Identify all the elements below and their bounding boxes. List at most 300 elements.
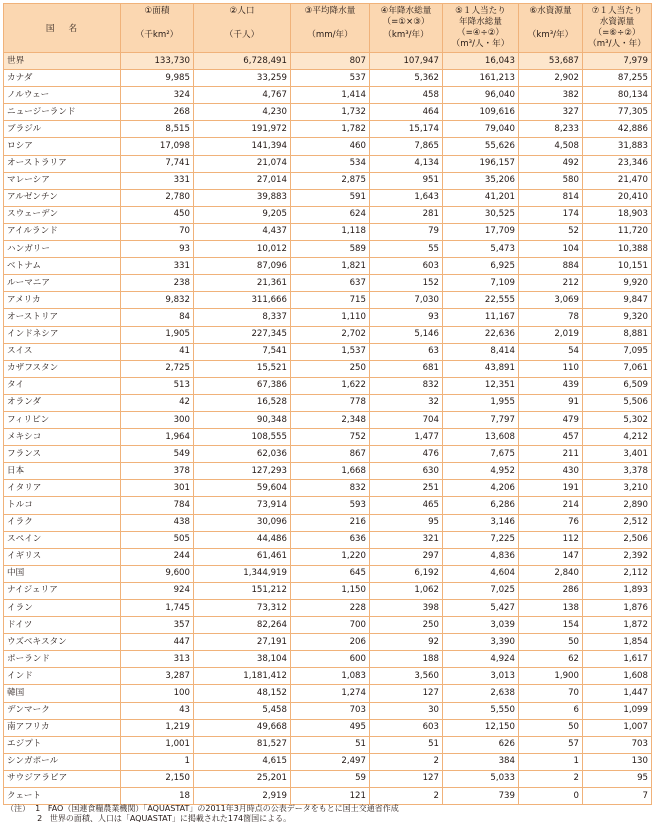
cell-country-name: メキシコ — [4, 429, 121, 446]
cell-per-capita-water: 9,847 — [583, 292, 652, 309]
header-area-title: ①面積 — [144, 6, 170, 16]
table-row — [4, 668, 652, 685]
cell-area: 42 — [121, 394, 194, 411]
cell-country-name: オーストラリア — [4, 155, 121, 172]
cell-water-resources: 174 — [519, 206, 583, 223]
cell-population: 5,458 — [194, 702, 291, 719]
cell-precipitation: 216 — [291, 514, 370, 531]
cell-water-resources: 814 — [519, 189, 583, 206]
cell-area: 268 — [121, 104, 194, 121]
cell-population: 25,201 — [194, 770, 291, 787]
cell-population: 151,212 — [194, 582, 291, 599]
cell-area: 324 — [121, 87, 194, 104]
cell-water-resources: 191 — [519, 480, 583, 497]
cell-precipitation: 715 — [291, 292, 370, 309]
cell-country-name: エジプト — [4, 736, 121, 753]
header-per-capita-water-formula: （=⑥÷②） — [593, 28, 641, 38]
cell-country-name: ブラジル — [4, 121, 121, 138]
cell-water-resources: 479 — [519, 411, 583, 428]
cell-per-capita-water: 130 — [583, 753, 652, 770]
footnote-1-text: FAO（国連食糧農業機関）「AQUASTAT」の2011年3月時点の公表データをもとに国土交通省作成 — [47, 804, 399, 813]
cell-per-capita-precip: 7,675 — [443, 446, 519, 463]
cell-population: 90,348 — [194, 411, 291, 428]
cell-annual-volume: 30 — [370, 702, 443, 719]
cell-precipitation: 1,537 — [291, 343, 370, 360]
header-per-capita-precip-unit: （m³/人・年） — [451, 39, 510, 49]
cell-water-resources: 4,508 — [519, 138, 583, 155]
cell-annual-volume: 152 — [370, 275, 443, 292]
cell-annual-volume: 321 — [370, 531, 443, 548]
cell-per-capita-precip: 17,709 — [443, 223, 519, 240]
cell-water-resources: 110 — [519, 360, 583, 377]
cell-per-capita-water: 87,255 — [583, 70, 652, 87]
cell-water-resources: 382 — [519, 87, 583, 104]
cell-country-name: シンガポール — [4, 753, 121, 770]
cell-annual-volume: 6,192 — [370, 565, 443, 582]
cell-water-resources: 112 — [519, 531, 583, 548]
cell-country-name: ウズベキスタン — [4, 634, 121, 651]
cell-per-capita-water: 20,410 — [583, 189, 652, 206]
table-row — [4, 87, 652, 104]
cell-population: 59,604 — [194, 480, 291, 497]
cell-population: 10,012 — [194, 241, 291, 258]
table-row — [4, 514, 652, 531]
cell-area: 17,098 — [121, 138, 194, 155]
cell-precipitation: 495 — [291, 719, 370, 736]
cell-per-capita-precip: 3,013 — [443, 668, 519, 685]
cell-area: 784 — [121, 497, 194, 514]
cell-population: 311,666 — [194, 292, 291, 309]
table-row — [4, 531, 652, 548]
header-population — [194, 4, 291, 53]
cell-population: 108,555 — [194, 429, 291, 446]
cell-precipitation: 703 — [291, 702, 370, 719]
table-row — [4, 463, 652, 480]
cell-per-capita-precip: 4,604 — [443, 565, 519, 582]
cell-precipitation: 867 — [291, 446, 370, 463]
cell-area: 331 — [121, 172, 194, 189]
cell-population: 4,437 — [194, 223, 291, 240]
cell-per-capita-precip: 41,201 — [443, 189, 519, 206]
cell-per-capita-water: 77,305 — [583, 104, 652, 121]
cell-water-resources: 2,902 — [519, 70, 583, 87]
cell-area: 18 — [121, 788, 194, 805]
header-population-title: ②人口 — [229, 6, 255, 16]
table-row — [4, 360, 652, 377]
cell-country-name: タイ — [4, 377, 121, 394]
cell-precipitation: 460 — [291, 138, 370, 155]
header-area — [121, 4, 194, 53]
cell-per-capita-water: 42,886 — [583, 121, 652, 138]
cell-area: 8,515 — [121, 121, 194, 138]
cell-water-resources: 104 — [519, 241, 583, 258]
cell-population: 141,394 — [194, 138, 291, 155]
cell-area: 447 — [121, 634, 194, 651]
cell-precipitation: 534 — [291, 155, 370, 172]
header-row — [4, 4, 652, 53]
cell-water-resources: 492 — [519, 155, 583, 172]
cell-country-name: インドネシア — [4, 326, 121, 343]
cell-per-capita-precip: 626 — [443, 736, 519, 753]
cell-per-capita-precip: 6,925 — [443, 258, 519, 275]
cell-population: 27,014 — [194, 172, 291, 189]
cell-country-name: イラク — [4, 514, 121, 531]
cell-per-capita-precip: 12,150 — [443, 719, 519, 736]
cell-precipitation: 1,083 — [291, 668, 370, 685]
cell-annual-volume: 92 — [370, 634, 443, 651]
cell-annual-volume: 95 — [370, 514, 443, 531]
cell-annual-volume: 464 — [370, 104, 443, 121]
cell-per-capita-water: 1,447 — [583, 685, 652, 702]
header-water-resources-title: ⑥水資源量 — [529, 6, 572, 16]
header-annual-volume-unit: （km³/年） — [383, 30, 429, 40]
cell-area: 244 — [121, 548, 194, 565]
cell-per-capita-water: 1,872 — [583, 617, 652, 634]
cell-population: 2,919 — [194, 788, 291, 805]
table-row — [4, 138, 652, 155]
cell-area: 133,730 — [121, 53, 194, 70]
table-row — [4, 548, 652, 565]
cell-per-capita-precip: 7,797 — [443, 411, 519, 428]
cell-area: 3,287 — [121, 668, 194, 685]
cell-area: 43 — [121, 702, 194, 719]
footnotes — [6, 804, 646, 824]
cell-area: 513 — [121, 377, 194, 394]
table-row — [4, 429, 652, 446]
cell-country-name: ルーマニア — [4, 275, 121, 292]
cell-per-capita-precip: 5,033 — [443, 770, 519, 787]
table-row — [4, 155, 652, 172]
table-row — [4, 326, 652, 343]
cell-water-resources: 327 — [519, 104, 583, 121]
cell-annual-volume: 1,643 — [370, 189, 443, 206]
table-row — [4, 497, 652, 514]
header-precipitation-title: ③平均降水量 — [304, 6, 356, 16]
cell-country-name: ノルウェー — [4, 87, 121, 104]
cell-per-capita-water: 1,007 — [583, 719, 652, 736]
cell-per-capita-precip: 739 — [443, 788, 519, 805]
cell-area: 331 — [121, 258, 194, 275]
cell-water-resources: 8,233 — [519, 121, 583, 138]
cell-water-resources: 78 — [519, 309, 583, 326]
cell-precipitation: 1,220 — [291, 548, 370, 565]
cell-annual-volume: 79 — [370, 223, 443, 240]
cell-per-capita-precip: 3,039 — [443, 617, 519, 634]
cell-country-name: オーストリア — [4, 309, 121, 326]
cell-per-capita-water: 1,876 — [583, 600, 652, 617]
cell-area: 2,725 — [121, 360, 194, 377]
cell-area: 1,964 — [121, 429, 194, 446]
cell-water-resources: 52 — [519, 223, 583, 240]
cell-population: 4,615 — [194, 753, 291, 770]
cell-water-resources: 457 — [519, 429, 583, 446]
cell-precipitation: 591 — [291, 189, 370, 206]
cell-area: 9,985 — [121, 70, 194, 87]
cell-population: 61,461 — [194, 548, 291, 565]
table-row — [4, 411, 652, 428]
cell-annual-volume: 603 — [370, 258, 443, 275]
cell-country-name: イラン — [4, 600, 121, 617]
cell-population: 73,312 — [194, 600, 291, 617]
table-row — [4, 394, 652, 411]
cell-per-capita-precip: 5,473 — [443, 241, 519, 258]
cell-per-capita-water: 80,134 — [583, 87, 652, 104]
cell-annual-volume: 250 — [370, 617, 443, 634]
cell-population: 49,668 — [194, 719, 291, 736]
cell-annual-volume: 251 — [370, 480, 443, 497]
cell-per-capita-water: 18,903 — [583, 206, 652, 223]
cell-water-resources: 884 — [519, 258, 583, 275]
cell-per-capita-water: 2,506 — [583, 531, 652, 548]
cell-population: 62,036 — [194, 446, 291, 463]
cell-per-capita-precip: 2,638 — [443, 685, 519, 702]
cell-country-name: ベトナム — [4, 258, 121, 275]
cell-population: 73,914 — [194, 497, 291, 514]
cell-per-capita-water: 21,470 — [583, 172, 652, 189]
cell-per-capita-water: 23,346 — [583, 155, 652, 172]
cell-per-capita-water: 11,720 — [583, 223, 652, 240]
header-precipitation — [291, 4, 370, 53]
cell-precipitation: 1,414 — [291, 87, 370, 104]
table-row — [4, 172, 652, 189]
cell-precipitation: 121 — [291, 788, 370, 805]
cell-area: 1 — [121, 753, 194, 770]
cell-precipitation: 1,732 — [291, 104, 370, 121]
cell-area: 238 — [121, 275, 194, 292]
table-row — [4, 189, 652, 206]
cell-population: 30,096 — [194, 514, 291, 531]
table-row — [4, 480, 652, 497]
table-row — [4, 685, 652, 702]
cell-area: 100 — [121, 685, 194, 702]
cell-per-capita-precip: 109,616 — [443, 104, 519, 121]
cell-precipitation: 1,782 — [291, 121, 370, 138]
cell-per-capita-water: 10,388 — [583, 241, 652, 258]
cell-water-resources: 154 — [519, 617, 583, 634]
cell-precipitation: 1,274 — [291, 685, 370, 702]
cell-water-resources: 3,069 — [519, 292, 583, 309]
table-row — [4, 634, 652, 651]
cell-per-capita-precip: 384 — [443, 753, 519, 770]
cell-per-capita-precip: 11,167 — [443, 309, 519, 326]
cell-population: 8,337 — [194, 309, 291, 326]
cell-area: 1,219 — [121, 719, 194, 736]
cell-water-resources: 2,840 — [519, 565, 583, 582]
cell-annual-volume: 7,865 — [370, 138, 443, 155]
cell-per-capita-precip: 35,206 — [443, 172, 519, 189]
cell-precipitation: 807 — [291, 53, 370, 70]
cell-water-resources: 0 — [519, 788, 583, 805]
cell-country-name: アルゼンチン — [4, 189, 121, 206]
cell-population: 1,344,919 — [194, 565, 291, 582]
cell-population: 9,205 — [194, 206, 291, 223]
cell-per-capita-precip: 4,836 — [443, 548, 519, 565]
header-per-capita-precip — [443, 4, 519, 53]
cell-per-capita-water: 2,112 — [583, 565, 652, 582]
cell-country-name: インド — [4, 668, 121, 685]
cell-precipitation: 2,348 — [291, 411, 370, 428]
cell-per-capita-water: 95 — [583, 770, 652, 787]
cell-annual-volume: 603 — [370, 719, 443, 736]
header-country: 国名 — [4, 4, 121, 53]
cell-precipitation: 600 — [291, 651, 370, 668]
cell-population: 21,074 — [194, 155, 291, 172]
cell-per-capita-water: 3,401 — [583, 446, 652, 463]
cell-population: 81,527 — [194, 736, 291, 753]
cell-per-capita-precip: 22,555 — [443, 292, 519, 309]
cell-population: 48,152 — [194, 685, 291, 702]
cell-precipitation: 206 — [291, 634, 370, 651]
cell-country-name: ニュージーランド — [4, 104, 121, 121]
cell-per-capita-precip: 7,109 — [443, 275, 519, 292]
cell-water-resources: 439 — [519, 377, 583, 394]
cell-per-capita-water: 3,210 — [583, 480, 652, 497]
cell-annual-volume: 127 — [370, 770, 443, 787]
cell-annual-volume: 458 — [370, 87, 443, 104]
cell-country-name: カザフスタン — [4, 360, 121, 377]
cell-precipitation: 1,622 — [291, 377, 370, 394]
cell-precipitation: 589 — [291, 241, 370, 258]
cell-water-resources: 286 — [519, 582, 583, 599]
cell-water-resources: 50 — [519, 634, 583, 651]
cell-water-resources: 53,687 — [519, 53, 583, 70]
cell-per-capita-precip: 43,891 — [443, 360, 519, 377]
cell-water-resources: 211 — [519, 446, 583, 463]
cell-annual-volume: 32 — [370, 394, 443, 411]
cell-area: 93 — [121, 241, 194, 258]
cell-water-resources: 1 — [519, 753, 583, 770]
cell-per-capita-precip: 13,608 — [443, 429, 519, 446]
header-per-capita-water-title2: 水資源量 — [599, 17, 635, 27]
header-precipitation-unit: （mm/年） — [307, 30, 353, 40]
cell-per-capita-water: 4,212 — [583, 429, 652, 446]
cell-population: 191,972 — [194, 121, 291, 138]
cell-area: 549 — [121, 446, 194, 463]
cell-per-capita-water: 2,392 — [583, 548, 652, 565]
cell-area: 41 — [121, 343, 194, 360]
cell-annual-volume: 51 — [370, 736, 443, 753]
cell-population: 15,521 — [194, 360, 291, 377]
cell-population: 127,293 — [194, 463, 291, 480]
cell-country-name: イタリア — [4, 480, 121, 497]
cell-population: 4,767 — [194, 87, 291, 104]
footnote-label: （注） — [6, 804, 30, 813]
header-population-unit: （千人） — [224, 30, 260, 40]
cell-country-name: トルコ — [4, 497, 121, 514]
cell-area: 70 — [121, 223, 194, 240]
header-annual-volume-title: ④年降水総量 — [380, 6, 432, 16]
cell-area: 378 — [121, 463, 194, 480]
cell-annual-volume: 93 — [370, 309, 443, 326]
cell-annual-volume: 832 — [370, 377, 443, 394]
cell-population: 16,528 — [194, 394, 291, 411]
cell-per-capita-precip: 5,550 — [443, 702, 519, 719]
cell-water-resources: 214 — [519, 497, 583, 514]
cell-population: 33,259 — [194, 70, 291, 87]
cell-annual-volume: 3,560 — [370, 668, 443, 685]
cell-per-capita-water: 8,881 — [583, 326, 652, 343]
cell-area: 301 — [121, 480, 194, 497]
cell-country-name: マレーシア — [4, 172, 121, 189]
cell-per-capita-precip: 79,040 — [443, 121, 519, 138]
table-row — [4, 309, 652, 326]
cell-precipitation: 1,668 — [291, 463, 370, 480]
cell-country-name: フィリピン — [4, 411, 121, 428]
header-per-capita-water-title: ⑦１人当たり — [591, 6, 643, 16]
cell-per-capita-water: 31,883 — [583, 138, 652, 155]
table-row — [4, 104, 652, 121]
cell-country-name: ポーランド — [4, 651, 121, 668]
cell-precipitation: 700 — [291, 617, 370, 634]
cell-country-name: 南アフリカ — [4, 719, 121, 736]
cell-precipitation: 537 — [291, 70, 370, 87]
cell-country-name: フランス — [4, 446, 121, 463]
cell-water-resources: 2,019 — [519, 326, 583, 343]
cell-per-capita-water: 1,893 — [583, 582, 652, 599]
cell-precipitation: 752 — [291, 429, 370, 446]
cell-precipitation: 51 — [291, 736, 370, 753]
cell-per-capita-precip: 7,225 — [443, 531, 519, 548]
cell-annual-volume: 127 — [370, 685, 443, 702]
cell-per-capita-water: 5,302 — [583, 411, 652, 428]
cell-per-capita-water: 1,617 — [583, 651, 652, 668]
table-row — [4, 275, 652, 292]
table-body — [4, 53, 652, 805]
cell-precipitation: 778 — [291, 394, 370, 411]
cell-per-capita-precip: 196,157 — [443, 155, 519, 172]
cell-area: 505 — [121, 531, 194, 548]
cell-annual-volume: 297 — [370, 548, 443, 565]
cell-country-name: ナイジェリア — [4, 582, 121, 599]
cell-area: 357 — [121, 617, 194, 634]
cell-water-resources: 430 — [519, 463, 583, 480]
cell-annual-volume: 15,174 — [370, 121, 443, 138]
cell-country-name: 中国 — [4, 565, 121, 582]
cell-per-capita-precip: 7,025 — [443, 582, 519, 599]
cell-precipitation: 645 — [291, 565, 370, 582]
cell-country-name: サウジアラビア — [4, 770, 121, 787]
table-row — [4, 617, 652, 634]
cell-per-capita-precip: 3,146 — [443, 514, 519, 531]
cell-population: 38,104 — [194, 651, 291, 668]
table-row — [4, 206, 652, 223]
cell-precipitation: 250 — [291, 360, 370, 377]
cell-water-resources: 580 — [519, 172, 583, 189]
cell-water-resources: 212 — [519, 275, 583, 292]
cell-annual-volume: 465 — [370, 497, 443, 514]
cell-annual-volume: 107,947 — [370, 53, 443, 70]
cell-per-capita-water: 5,506 — [583, 394, 652, 411]
cell-precipitation: 1,821 — [291, 258, 370, 275]
cell-annual-volume: 63 — [370, 343, 443, 360]
cell-country-name: ハンガリー — [4, 241, 121, 258]
cell-per-capita-water: 703 — [583, 736, 652, 753]
table-row — [4, 343, 652, 360]
cell-annual-volume: 281 — [370, 206, 443, 223]
cell-precipitation: 2,875 — [291, 172, 370, 189]
table-row — [4, 770, 652, 787]
header-per-capita-precip-title: ⑤１人当たり — [455, 6, 506, 16]
header-water-resources-unit: （km³/年） — [527, 30, 574, 40]
table-row — [4, 565, 652, 582]
cell-water-resources: 1,900 — [519, 668, 583, 685]
cell-population: 87,096 — [194, 258, 291, 275]
cell-country-name: スウェーデン — [4, 206, 121, 223]
cell-annual-volume: 704 — [370, 411, 443, 428]
table-row — [4, 600, 652, 617]
table-row — [4, 753, 652, 770]
table-row — [4, 53, 652, 70]
